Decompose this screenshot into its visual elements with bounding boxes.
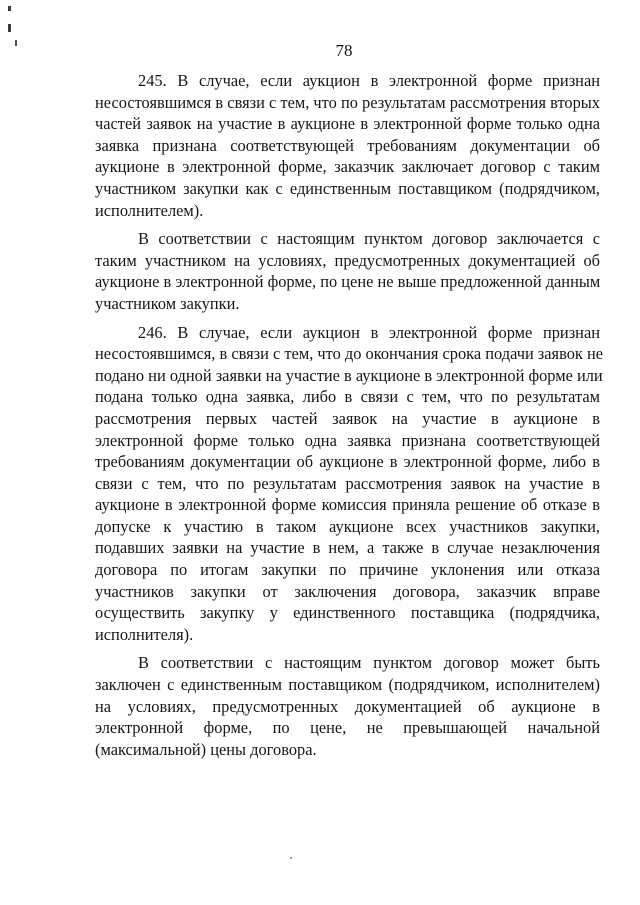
- text-line: подавших заявки на участие в нем, а также в случае незаключения: [95, 538, 600, 558]
- text-line: осуществить закупку у единственного поставщика (подрядчика,: [95, 603, 600, 623]
- text-line: заключен с единственным поставщиком (подрядчиком, исполнителем): [95, 675, 600, 695]
- text-line: аукционе в электронной форме комиссия приняла решение об отказе в: [95, 495, 600, 515]
- text-line: несостоявшимся, в связи с тем, что до окончания срока подачи заявок не: [95, 344, 604, 364]
- document-body: [95, 70, 604, 760]
- text-line: несостоявшимся в связи с тем, что по результатам рассмотрения вторых: [95, 92, 600, 112]
- text-line: подано ни одной заявки на участие в аукционе в электронной форме или: [95, 365, 603, 385]
- text-line: участником закупки.: [95, 293, 240, 313]
- text-line: В соответствии с настоящим пунктом договор может быть: [138, 653, 600, 673]
- text-line: таким участником на условиях, предусмотренных документацией об: [95, 250, 600, 270]
- text-line: аукционе в электронной форме, по цене не выше предложенной данным: [95, 272, 601, 292]
- text-line: В соответствии с настоящим пунктом договор заключается с: [138, 229, 600, 249]
- text-line: участников закупки от заключения договора, заказчик вправе: [95, 581, 600, 601]
- text-line: связи с тем, что по результатам рассмотрения заявок на участие в: [95, 473, 600, 493]
- text-line: участником закупки как с единственным поставщиком (подрядчиком,: [95, 178, 600, 198]
- text-line: требованиям документации об аукционе в электронной форме, либо в: [95, 452, 600, 472]
- scan-speck: [290, 857, 292, 859]
- text-line: частей заявок на участие в аукционе в электронной форме только одна: [95, 114, 600, 134]
- text-line: подана только одна заявка, либо в связи с тем, что по результатам: [95, 387, 600, 407]
- text-line: аукционе в электронной форме, заказчик заключает договор с таким: [95, 157, 600, 177]
- text-line: 246. В случае, если аукцион в электронной форме признан: [138, 322, 600, 342]
- text-line: электронной форме только одна заявка признана соответствующей: [95, 430, 600, 450]
- text-line: рассмотрения первых частей заявок на участие в аукционе в: [95, 408, 600, 428]
- text-line: на условиях, предусмотренных документацией об аукционе в: [95, 696, 600, 716]
- text-line: исполнителем).: [95, 200, 204, 220]
- text-line: (максимальной) цены договора.: [95, 739, 317, 759]
- scan-mark: [8, 6, 11, 11]
- text-line: исполнителя).: [95, 624, 194, 644]
- paragraph-246: [95, 322, 604, 646]
- paragraph-245: [95, 70, 600, 221]
- paragraph-245-note: [95, 228, 600, 314]
- text-line: допуске к участию в таком аукционе всех участников закупки,: [95, 516, 600, 536]
- text-line: 245. В случае, если аукцион в электронной форме признан: [138, 71, 600, 90]
- scan-mark: [8, 24, 11, 32]
- page-number: 78: [335, 41, 353, 60]
- text-line: заявка признана соответствующей требованиям документации об: [95, 135, 600, 155]
- paragraph-246-note: [95, 652, 600, 760]
- text-line: договора по итогам закупки по причине уклонения или отказа: [95, 560, 600, 580]
- text-line: электронной форме, по цене, не превышающей начальной: [95, 718, 600, 738]
